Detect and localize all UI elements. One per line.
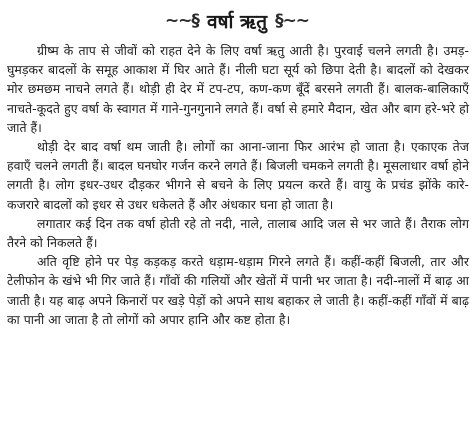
- paragraph-4: अति वृष्टि होने पर पेड़ कड़कड़ करते धड़ाम-धड़ाम गिरने लगते हैं। कहीं-कहीं बिजली, तार और टेलीफोन के खंभे भी गिर जाते हैं। गाँवों की गलियों और खेतों में पानी भर जाता है। नदी-नालों में बाढ़ आ जाती है। यह बाढ़ अपने किनारों पर खड़े पेड़ों को अपने साथ बहाकर ले जाती है। कहीं-कहीं गाँवों में बाढ़ का पानी आ जाता है तो लोगों को अपार हानि और कष्ट होता है।: [7, 254, 469, 327]
- paragraph-2: थोड़ी देर बाद वर्षा थम जाती है। लोगों का आना-जाना फिर आरंभ हो जाता है। एकाएक तेज हवाएँ चलने लगती हैं। बादल घनघोर गर्जन करने लगते हैं। बिजली चमकने लगती है। मूसलाधार वर्षा होने लगती है। लोग इधर-उधर दौड़कर भीगने से बचने के लिए प्रयत्न करते हैं। वायु के प्रचंड झोंके कारे-कजरारे बादलों को इधर से उधर धकेलते हैं और अंधकार घना हो जाता है।: [7, 139, 469, 212]
- title-row: [0, 6, 474, 36]
- paragraph-3: लगातार कई दिन तक वर्षा होती रहे तो नदी, नाले, तालाब आदि जल से भर जाते हैं। तैराक लोग तैरने को निकलते हैं।: [7, 215, 469, 251]
- right-ornament: §~~: [275, 11, 310, 31]
- paragraph-1: ग्रीष्म के ताप से जीवों को राहत देने के लिए वर्षा ऋतु आती है। पुरवाई चलने लगती है। उमड़-घुमड़कर बादलों के समूह आकाश में घिर आते हैं। नीली घटा सूर्य को छिपा देती है। बादलों को देखकर मोर छमछम नाचने लगते हैं। थोड़ी ही देर में टप-टप, कण-कण बूँदें बरसने लगती हैं। बालक-बालिकाएँ नाचते-कूदते हुए वर्षा के स्वागत में गाने-गुनगुनाने लगते हैं। वर्षा से हमारे मैदान, खेत और बाग हरे-भरे हो जाते हैं।: [7, 43, 469, 135]
- left-ornament: ~~§: [164, 11, 199, 31]
- essay-title: वर्षा ऋतु: [206, 11, 268, 33]
- essay-body: [7, 41, 469, 329]
